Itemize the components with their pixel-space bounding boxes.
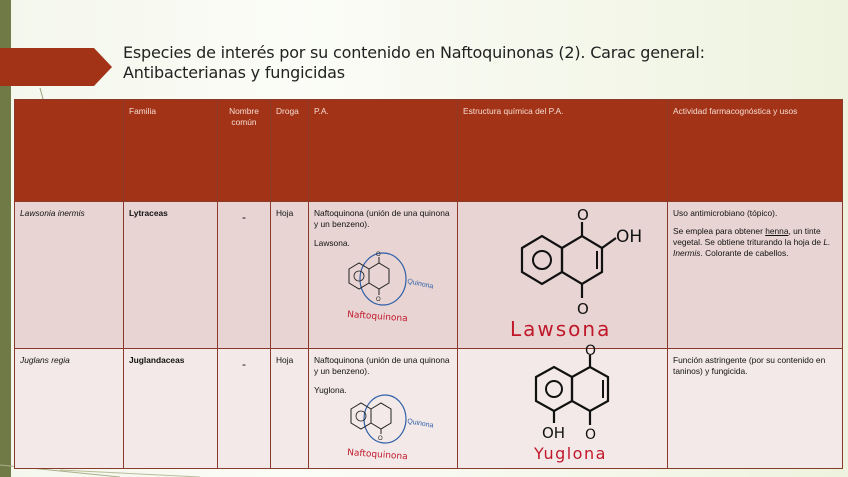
species-abbrev: L. Inermis [673,237,831,258]
drug-cell: Hoja [271,349,309,469]
table-row [15,202,843,349]
lawsone-o-bottom: O [577,300,589,318]
sketch-label-naftoquinona: Naftoquinona [346,310,408,325]
common-name-value: - [242,357,246,371]
structure-cell [458,343,668,469]
common-name-value: - [242,210,246,224]
sketch-o-bottom: O [378,436,383,442]
species-cell: Juglans regia [15,349,124,469]
header-structure: Estructura química del P.A. [458,100,668,202]
juglone-handwritten-name: Yuglona [534,444,607,463]
header-common-name: Nombre común [218,100,271,202]
juglone-oh-group: OH [542,424,566,442]
pa-description: Naftoquinona (unión de una quinona y un benzeno). [314,208,450,229]
lawsone-structure [508,204,668,341]
naphthoquinone-sketch [341,401,457,463]
header-activity: Actividad farmacognóstica y usos [668,100,843,202]
pa-name: Lawsona. [314,238,350,248]
naphthoquinone-sketch [337,252,457,335]
activity-cell [668,349,843,469]
henna-term: henna [765,226,789,236]
family-cell: Juglandaceas [124,349,218,469]
lawsone-oh-group: OH [616,227,643,247]
juglone-structure [520,345,660,469]
activity-line1: Función astringente (por su contenido en taninos) y fungicida. [673,355,826,376]
juglone-o-bottom: O [585,427,597,443]
activity-line2 [673,226,837,259]
activity-text: , un tinte vegetal. Se obtiene triturando la hoja de [673,226,824,247]
slide-title-line2: Antibacterianas y fungicidas [123,63,345,82]
drug-cell: Hoja [271,202,309,349]
sketch-label-naftoquinona: Naftoquinona [346,448,408,463]
sketch-o-bottom: O [376,297,381,303]
header-drug: Droga [271,100,309,202]
header-family: Familia [124,100,218,202]
family-cell: Lytraceas [124,202,218,349]
slide-title [123,43,823,83]
header-species [15,100,124,202]
sketch-o-top: O [376,252,381,258]
species-cell: Lawsonia inermis [15,202,124,349]
activity-cell [668,202,843,349]
lawsone-o-top: O [577,206,589,224]
sketch-label-quinona: Quinona [406,418,434,430]
sketch-label-quinona: Quinona [406,278,434,291]
pa-description: Naftoquinona (unión de una quinona y un benzeno). [314,355,450,376]
table-row [15,349,843,469]
activity-text: . Colorante de cabellos. [700,248,789,258]
species-table [14,99,843,469]
pa-name: Yuglona. [314,385,347,395]
activity-text: Se emplea para obtener [673,226,766,236]
pa-cell [309,202,458,349]
juglone-o-top: O [585,343,597,359]
structure-cell [458,202,668,349]
common-name-cell [218,202,271,349]
common-name-cell [218,349,271,469]
slide-title-line1: Especies de interés por su contenido en Naftoquinonas (2). Carac general: [123,43,705,62]
table-header-row [15,100,843,202]
header-pa: P.A. [309,100,458,202]
lawsone-handwritten-name: Lawsona [510,317,612,341]
activity-line1: Uso antimicrobiano (tópico). [673,208,778,218]
pa-cell [309,349,458,469]
